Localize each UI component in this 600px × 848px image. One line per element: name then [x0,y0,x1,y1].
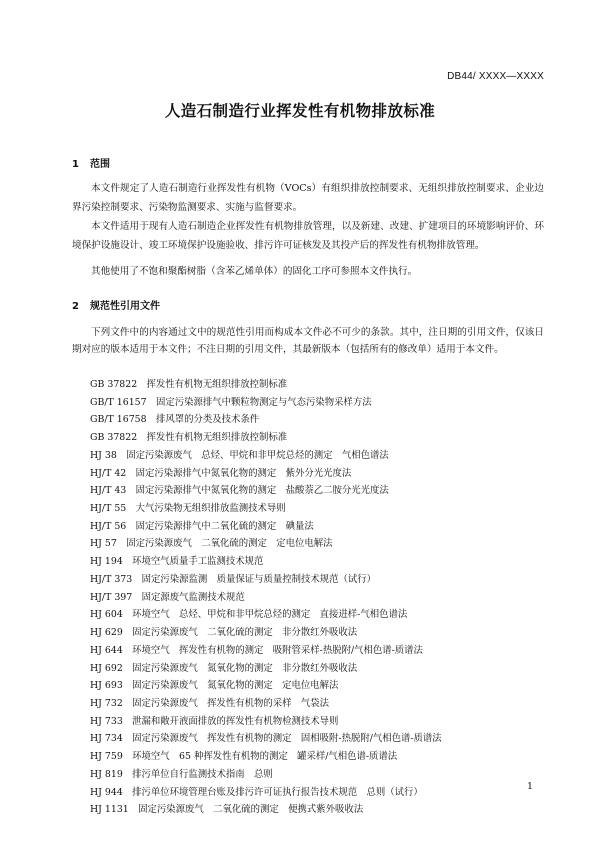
reference-item: HJ 732 固定污染源废气 挥发性有机物的采样 气袋法 [90,697,330,709]
paragraph: 下列文件中的内容通过文中的规范性引用而构成本文件必不可少的条款。其中，注日期的引用文件，仅该日期对应的版本适用于本文件；不注日期的引用文件，其最新版本（包括所有的修改单）适用于本文件。 [72,327,544,355]
reference-item: HJ 644 环境空气 挥发性有机物的测定 吸附管采样-热脱附/气相色谱-质谱法 [90,644,423,656]
reference-item: HJ/T 56 固定污染源排气中二氧化硫的测定 碘量法 [90,520,314,532]
section-number: 1 [72,159,79,170]
page-number: 1 [526,781,533,792]
section-1-heading [72,155,110,170]
reference-item: HJ/T 397 固定源废气监测技术规范 [90,591,245,603]
reference-item: HJ 819 排污单位自行监测技术指南 总则 [90,768,273,780]
reference-item: HJ 1131 固定污染源废气 二氧化硫的测定 便携式紫外吸收法 [90,804,364,816]
doc-code: DB44/ XXXX—XXXX [447,71,544,82]
reference-item: GB/T 16157 固定污染源排气中颗粒物测定与气态污染物采样方法 [90,396,372,408]
reference-item: GB/T 16758 排风罩的分类及技术条件 [90,414,260,426]
reference-item: HJ 693 固定污染源废气 氮氧化物的测定 定电位电解法 [90,680,339,692]
paragraph: 本文件适用于现有人造石制造企业挥发性有机物排放管理，以及新建、改建、扩建项目的环境影响评价、环境保护设施设计、竣工环境保护设施验收、排污许可证核发及其投产后的挥发性有机物排放管理。 [72,221,544,251]
paragraph: 本文件规定了人造石制造行业挥发性有机物（VOCs）有组织排放控制要求、无组织排放控制要求、企业边界污染控制要求、污染物监测要求、实施与监督要求。 [72,183,544,213]
section-2-heading [72,297,160,312]
reference-item: HJ/T 373 固定污染源监测 质量保证与质量控制技术规范（试行） [90,573,376,585]
reference-item: GB 37822 挥发性有机物无组织排放控制标准 [90,432,288,444]
reference-item: HJ/T 42 固定污染源排气中氮氧化物的测定 紫外分光光度法 [90,467,352,479]
reference-list [90,376,442,819]
reference-item: HJ 759 环境空气 65 种挥发性有机物的测定 罐采样/气相色谱-质谱法 [90,751,398,763]
page-title: 人造石制造行业挥发性有机物排放标准 [164,102,436,120]
reference-item: HJ/T 43 固定污染源排气中氮氧化物的测定 盐酸萘乙二胺分光光度法 [90,485,389,497]
reference-item: HJ 734 固定污染源废气 挥发性有机物的测定 固相吸附-热脱附/气相色谱-质谱法 [90,733,442,745]
reference-item: HJ 604 环境空气 总烃、甲烷和非甲烷总烃的测定 直接进样-气相色谱法 [90,609,408,621]
paragraph: 其他使用了不饱和聚酯树脂（含苯乙烯单体）的固化工序可参照本文件执行。 [91,266,418,277]
reference-item: GB 37822 挥发性有机物无组织排放控制标准 [90,379,288,390]
reference-item: HJ/T 55 大气污染物无组织排放监测技术导则 [90,503,286,515]
reference-item: HJ 733 泄漏和敞开液面排放的挥发性有机物检测技术导则 [90,715,339,727]
reference-item: HJ 629 固定污染源废气 二氧化硫的测定 非分散红外吸收法 [90,627,358,639]
section-title: 规范性引用文件 [90,301,160,312]
reference-item: HJ 38 固定污染源废气 总烃、甲烷和非甲烷总烃的测定 气相色谱法 [90,449,389,461]
section-number: 2 [72,301,79,312]
reference-item: HJ 692 固定污染源废气 氮氧化物的测定 非分散红外吸收法 [90,662,358,674]
reference-item: HJ 944 排污单位环境管理台账及排污许可证执行报告技术规范 总则（试行） [90,786,423,798]
reference-item: HJ 57 固定污染源废气 二氧化硫的测定 定电位电解法 [90,538,333,550]
section-title: 范围 [90,159,110,170]
reference-item: HJ 194 环境空气质量手工监测技术规范 [90,556,264,568]
